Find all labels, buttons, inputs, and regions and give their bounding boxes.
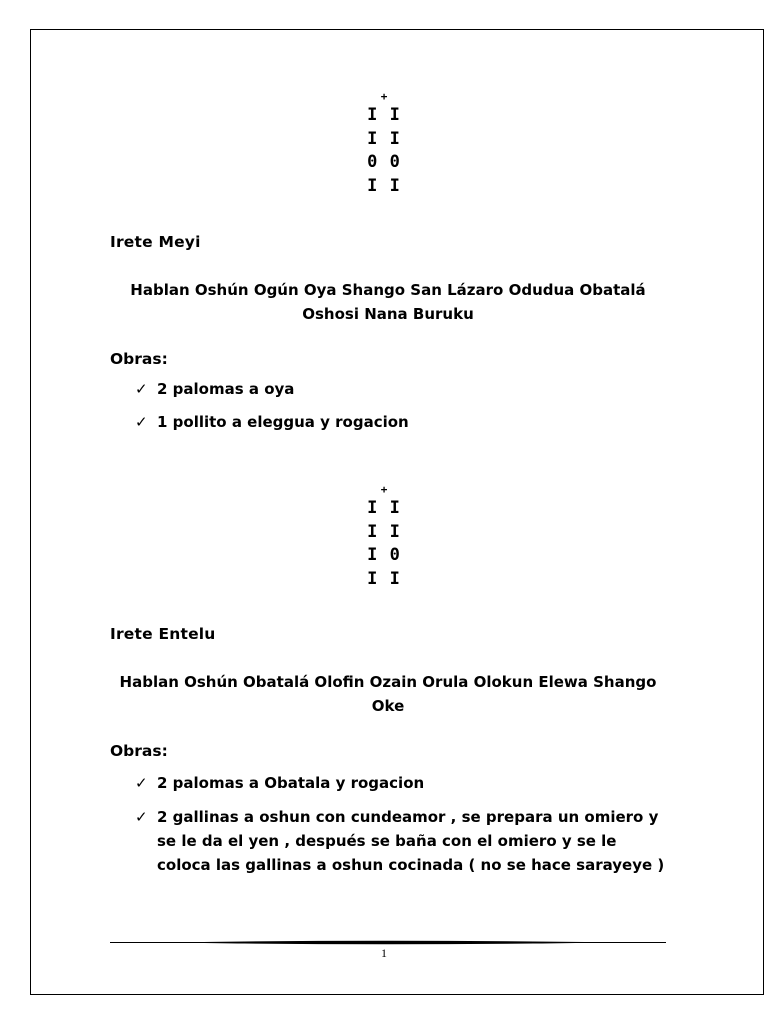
list-item xyxy=(135,378,675,400)
sign-line: I I xyxy=(367,175,401,196)
sign-line: I I xyxy=(367,568,401,589)
sign-plus: + xyxy=(380,483,388,496)
list-item xyxy=(135,805,675,877)
odu-name: Irete Meyi xyxy=(110,233,201,251)
check-mark-icon: ✓ xyxy=(135,413,148,431)
obras-list xyxy=(135,378,675,444)
odu-name: Irete Entelu xyxy=(110,625,216,643)
obra-text: 2 palomas a Obatala y rogacion xyxy=(157,774,425,792)
sign-line: I I xyxy=(367,521,401,542)
obra-text: 2 palomas a oya xyxy=(157,380,295,398)
check-mark-icon: ✓ xyxy=(135,808,148,826)
sign-line: I I xyxy=(367,105,401,125)
obras-label: Obras: xyxy=(110,350,168,368)
page-number: 1 xyxy=(381,946,387,960)
odu-sign xyxy=(0,483,768,591)
sign-line: 0 0 xyxy=(367,152,401,172)
obra-text: 1 pollito a eleggua y rogacion xyxy=(157,413,409,431)
obras-list xyxy=(135,772,675,888)
list-item xyxy=(135,772,675,794)
obra-text: 2 gallinas a oshun con cundeamor , se prepara un omiero y se le da el yen , después se baña con el omiero y se le coloca las gallinas a oshun cocinada ( no se hace sarayeye ) xyxy=(157,808,665,874)
check-mark-icon: ✓ xyxy=(135,380,148,398)
list-item xyxy=(135,411,675,433)
sign-plus: + xyxy=(380,90,388,103)
odu-sign xyxy=(0,90,768,198)
hablan-text: Hablan Oshún Obatalá Olofin Ozain Orula Olokun Elewa Shango Oke xyxy=(119,673,657,715)
check-mark-icon: ✓ xyxy=(135,774,148,792)
sign-line: I I xyxy=(367,128,401,149)
hablan-text: Hablan Oshún Ogún Oya Shango San Lázaro Odudua Obatalá Oshosi Nana Buruku xyxy=(130,281,646,323)
sign-line: I I xyxy=(367,498,401,518)
obras-label: Obras: xyxy=(110,742,168,760)
sign-line: I 0 xyxy=(367,545,401,565)
footer-divider xyxy=(110,940,666,945)
